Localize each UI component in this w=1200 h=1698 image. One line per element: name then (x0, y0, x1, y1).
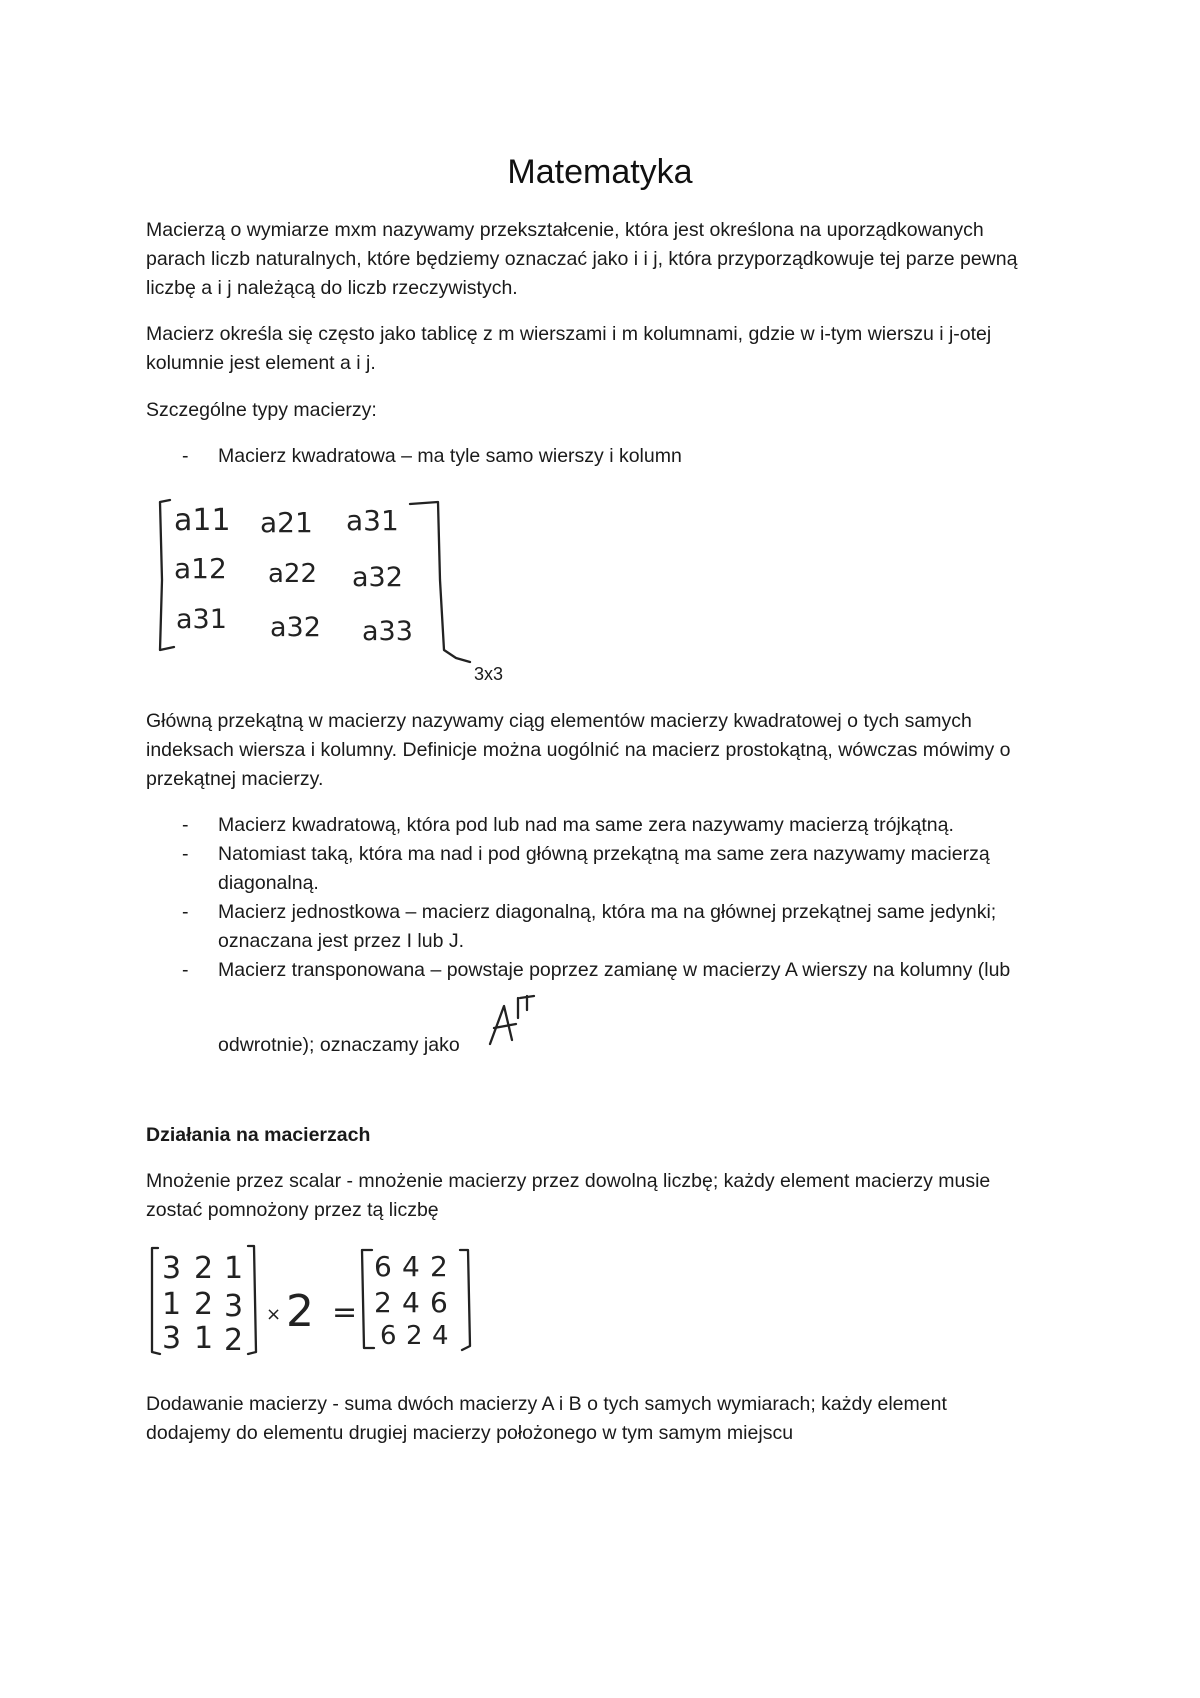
list-item-triangular: Macierz kwadratową, która pod lub nad ma same zera nazywamy macierzą trójkątną. (218, 814, 954, 836)
list-item-transpose-line-2: odwrotnie); oznaczamy jako (218, 1034, 460, 1056)
diagonal-line-3: przekątnej macierzy. (146, 768, 324, 790)
result-matrix-entry: 2 (374, 1286, 392, 1319)
bullet-marker: - (182, 445, 189, 467)
left-matrix-entry: 3 (162, 1251, 182, 1286)
matrix-dimension-label: 3x3 (474, 664, 504, 684)
operations-heading: Działania na macierzach (146, 1124, 371, 1146)
list-item-identity-line-1: Macierz jednostkowa – macierz diagonalną, która ma na głównej przekątnej same jedynki; (218, 901, 997, 923)
result-matrix-entry: 6 (374, 1250, 392, 1283)
result-matrix-entry: 6 (430, 1286, 448, 1319)
result-matrix-entry: 6 (380, 1321, 397, 1351)
addition-line-2: dodajemy do elementu drugiej macierzy położonego w tym samym miejscu (146, 1422, 794, 1444)
scalar-value: 2 (286, 1286, 314, 1337)
left-bracket (160, 500, 174, 650)
list-item-identity-line-2: oznaczana jest przez I lub J. (218, 930, 465, 952)
intro-line-1: Macierzą o wymiarze mxm nazywamy przekształcenie, która jest określona na uporządkowanych (146, 219, 984, 241)
left-matrix-entry: 1 (194, 1321, 214, 1356)
right-bracket (410, 502, 470, 662)
matrix-entry: a33 (362, 616, 413, 647)
handwritten-scalar-example (148, 1242, 488, 1362)
left-matrix-entry: 3 (224, 1289, 244, 1324)
list-item-diagonal-line-1: Natomiast taką, która ma nad i pod główną przekątną ma same zera nazywamy macierzą (218, 843, 990, 865)
types-label: Szczególne typy macierzy: (146, 399, 377, 421)
matrix-entry: a32 (270, 612, 321, 643)
table-def-line-1: Macierz określa się często jako tablicę z m wierszami i m kolumnami, gdzie w i-tym wierszu i j-otej (146, 323, 992, 345)
matrix-entry: a11 (174, 503, 231, 538)
scalar-line-2: zostać pomnożony przez tą liczbę (146, 1199, 439, 1221)
matrix-entry: a12 (174, 552, 227, 585)
diagonal-line-2: indeksach wiersza i kolumny. Definicje można uogólnić na macierz prostokątną, wówczas mówimy o (146, 739, 1011, 761)
bullet-marker: - (182, 843, 189, 865)
square-matrix-item: Macierz kwadratowa – ma tyle samo wierszy i kolumn (218, 445, 682, 467)
bullet-marker: - (182, 959, 189, 981)
matrix-entry: a32 (352, 562, 403, 593)
intro-line-2: parach liczb naturalnych, które będziemy oznaczać jako i i j, która przyporządkowuje tej parze pewną (146, 248, 1018, 270)
addition-line-1: Dodawanie macierzy - suma dwóch macierzy A i B o tych samych wymiarach; każdy element (146, 1393, 947, 1415)
result-matrix-entry: 2 (406, 1321, 423, 1351)
diagonal-line-1: Główną przekątną w macierzy nazywamy ciąg elementów macierzy kwadratowej o tych samych (146, 710, 972, 732)
matrix-entry: a22 (268, 559, 318, 589)
left-matrix-entry: 2 (194, 1287, 214, 1322)
matrix-entry: a31 (346, 504, 399, 537)
bullet-marker: - (182, 901, 189, 923)
times-sign: × (266, 1304, 282, 1325)
handwritten-transpose-notation (486, 988, 556, 1058)
result-matrix-entry: 4 (402, 1250, 420, 1283)
left-matrix-entry: 1 (224, 1251, 244, 1286)
list-item-transpose-line-1: Macierz transponowana – powstaje poprzez zamianę w macierzy A wierszy na kolumny (lub (218, 959, 1011, 981)
result-matrix-entry: 2 (430, 1250, 448, 1283)
left-matrix-entry: 2 (194, 1251, 214, 1286)
left-matrix-entry: 1 (162, 1287, 182, 1322)
table-def-line-2: kolumnie jest element a i j. (146, 352, 376, 374)
page-title: Matematyka (507, 153, 693, 191)
matrix-entry: a21 (260, 506, 313, 539)
left-matrix-entry: 2 (224, 1323, 244, 1358)
transpose-notation-text: A^T (488, 1056, 491, 1057)
result-matrix-entry: 4 (432, 1321, 449, 1351)
handwritten-square-matrix (152, 490, 472, 670)
matrix-entry: a31 (176, 604, 227, 635)
scalar-line-1: Mnożenie przez scalar - mnożenie macierzy przez dowolną liczbę; każdy element macierzy musie (146, 1170, 991, 1192)
list-item-diagonal-line-2: diagonalną. (218, 872, 319, 894)
result-matrix-entry: 4 (402, 1286, 420, 1319)
equals-sign: = (332, 1295, 358, 1330)
bullet-marker: - (182, 814, 189, 836)
intro-line-3: liczbę a i j należącą do liczb rzeczywistych. (146, 277, 518, 299)
left-matrix-entry: 3 (162, 1321, 182, 1356)
